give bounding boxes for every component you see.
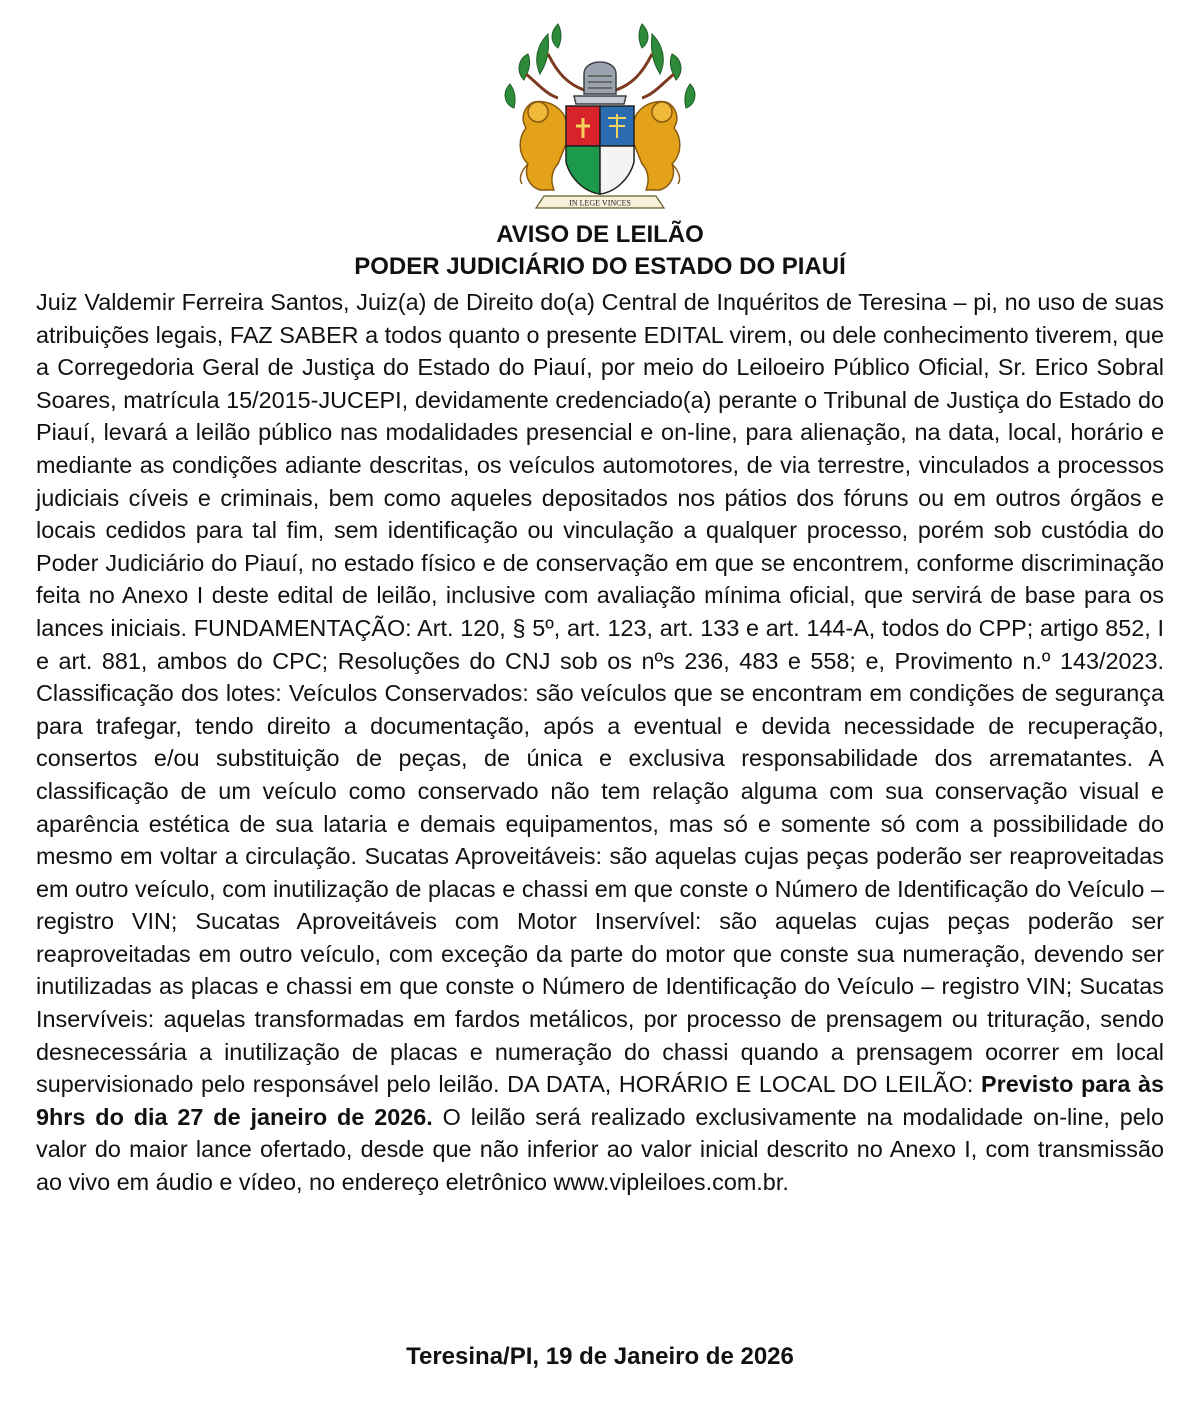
notice-body xyxy=(36,286,1164,1199)
body-bold-schedule: Previsto para às 9hrs do dia 27 de janeiro de 2026. xyxy=(36,1071,1164,1130)
place-date-line: Teresina/PI, 19 de Janeiro de 2026 xyxy=(406,1343,794,1370)
knight-helmet xyxy=(574,62,626,104)
notice-title: AVISO DE LEILÃO xyxy=(496,221,704,248)
motto-ribbon xyxy=(536,196,664,208)
motto-text: IN LEGE VINCES xyxy=(569,198,631,208)
right-lion-supporter xyxy=(632,101,680,190)
heraldic-shield xyxy=(566,106,634,194)
body-text-intro: Juiz Valdemir Ferreira Santos, Juiz(a) de Direito do(a) Central de Inquéritos de Teresina – pi, no uso de suas atribuições legais, FAZ SABER a todos quanto o presente EDITAL virem, ou dele conhecimento tiverem, que a Corregedoria Geral de Justiça do Estado do Piauí, por meio do Leiloeiro Público Oficial, Sr. Erico Sobral Soares, matrícula 15/2015-JUCEPI, devidamente credenciado(a) perante o Tribunal de Justiça do Estado do Piauí, levará a leilão público nas modalidades presencial e on-line, para alienação, na data, local, horário e mediante as condições adiante descritas, os veículos automotores, de via terrestre, vinculados a processos judiciais cíveis e criminais, bem como aqueles depositados nos pátios dos fóruns ou em outros órgãos e locais cedidos para tal fim, sem identificação ou vinculação a qualquer processo, porém sob custódia do Poder Judiciário do Piauí, no estado físico e de conservação em que se encontrem, conforme discriminação feita no Anexo I deste edital de leilão, inclusive com avaliação mínima oficial, que servirá de base para os lances iniciais. FUNDAMENTAÇÃO: Art. 120, § 5º, art. 123, art. 133 e art. 144-A, todos do CPP; artigo 852, I e art. 881, ambos do CPC; Resoluções do CNJ sob os nºs 236, 483 e 558; e, Provimento n.º 143/2023. Classificação dos lotes: Veículos Conservados: são veículos que se encontram em condições de segurança para trafegar, tendo direito a documentação, após a eventual e devida necessidade de recuperação, consertos e/ou substituição de peças, de única e exclusiva responsabilidade dos arrematantes. A classificação de um veículo como conservado não tem relação alguma com sua conservação visual e aparência estética de sua lataria e demais equipamentos, mas só e somente só com a possibilidade do mesmo em voltar a circulação. Sucatas Aproveitáveis: são aquelas cujas peças poderão ser reaproveitadas em outro veículo, com inutilização de placas e chassi em que conste o Número de Identificação do Veículo – registro VIN; Sucatas Aproveitáveis com Motor Inservível: são aquelas cujas peças poderão ser reaproveitadas em outro veículo, com exceção da parte do motor que conste sua numeração, devendo ser inutilizadas as placas e chassi em que conste o Número de Identificação do Veículo – registro VIN; Sucatas Inservíveis: aquelas transformadas em fardos metálicos, por processo de prensagem ou trituração, sendo desnecessária a inutilização de placas e numeração do chassi quando a prensagem ocorrer em local supervisionado pelo responsável pelo leilão. DA DATA, HORÁRIO E LOCAL DO LEILÃO: xyxy=(36,289,1164,1098)
left-lion-supporter xyxy=(520,101,568,190)
notice-subtitle: PODER JUDICIÁRIO DO ESTADO DO PIAUÍ xyxy=(354,253,846,280)
coat-of-arms-emblem xyxy=(488,14,712,214)
body-text-closing: O leilão será realizado exclusivamente na modalidade on-line, pelo valor do maior lance ofertado, desde que não inferior ao valor inicial descrito no Anexo I, com transmissão ao vivo em áudio e vídeo, no endereço eletrônico www.vipleiloes.com.br. xyxy=(36,1103,1164,1196)
